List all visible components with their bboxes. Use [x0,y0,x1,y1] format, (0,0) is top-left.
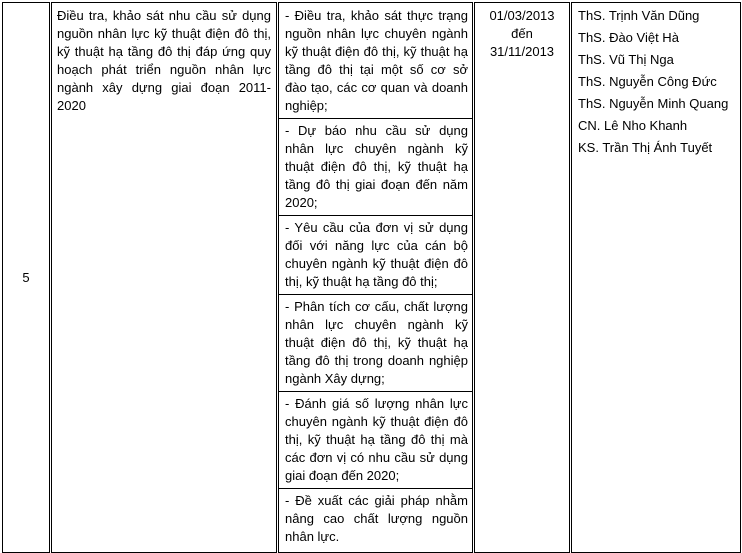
task-item: - Yêu cầu của đơn vị sử dụng đối với năng lực của cán bộ chuyên ngành kỹ thuật điện đô thị, kỹ thuật hạ tầng đô thị; [279,219,472,295]
tasks-cell [278,3,474,553]
people-list [572,3,740,159]
date-start: 01/03/2013 [489,8,555,23]
task-item: - Dự báo nhu cầu sử dụng nhân lực chuyên ngành kỹ thuật điện đô thị, kỹ thuật hạ tầng đô thị giai đoạn đến năm 2020; [279,122,472,216]
topic-text: Điều tra, khảo sát nhu cầu sử dụng nguồn nhân lực kỹ thuật điện đô thị, kỹ thuật hạ tầng đô thị đáp ứng quy hoạch phát triển nguồn nhân lực ngành xây dựng giai đoạn 2011-2020 [57,8,271,113]
task-list [279,3,472,549]
task-item: - Đánh giá số lượng nhân lực chuyên ngành kỹ thuật điện đô thị, kỹ thuật hạ tầng đô thị mà các đơn vị có nhu cầu sử dụng giai đoạn đến 2020; [279,395,472,489]
person-name: ThS. Nguyễn Công Đức [578,74,717,89]
task-item: - Phân tích cơ cấu, chất lượng nhân lực chuyên ngành kỹ thuật điện đô thị, kỹ thuật hạ tầng đô thị trong doanh nghiệp ngành Xây dựng; [279,298,472,392]
row-number-cell [3,3,51,553]
people-cell [571,3,741,553]
task-item: - Đề xuất các giải pháp nhằm nâng cao chất lượng nguồn nhân lực. [285,493,468,544]
table-row [3,3,741,553]
task-item: - Điều tra, khảo sát thực trạng nguồn nhân lực chuyên ngành kỹ thuật điện đô thị, kỹ thuật hạ tầng đô thị tại một số cơ sở đào tạo, các cơ quan và doanh nghiệp; [279,7,472,119]
person-name: KS. Trần Thị Ánh Tuyết [578,140,713,155]
person-name: ThS. Vũ Thị Nga [578,52,674,67]
person-name: ThS. Trịnh Văn Dũng [578,8,700,23]
date-cell [474,3,571,553]
date-range [475,3,569,61]
person-name: CN. Lê Nho Khanh [578,118,688,133]
person-name: ThS. Nguyễn Minh Quang [578,96,729,111]
date-separator: đến [511,26,533,41]
topic-cell [51,3,278,553]
person-name: ThS. Đào Việt Hà [578,30,679,45]
row-number: 5 [22,270,30,285]
project-table [2,2,741,553]
date-end: 31/11/2013 [489,44,555,59]
